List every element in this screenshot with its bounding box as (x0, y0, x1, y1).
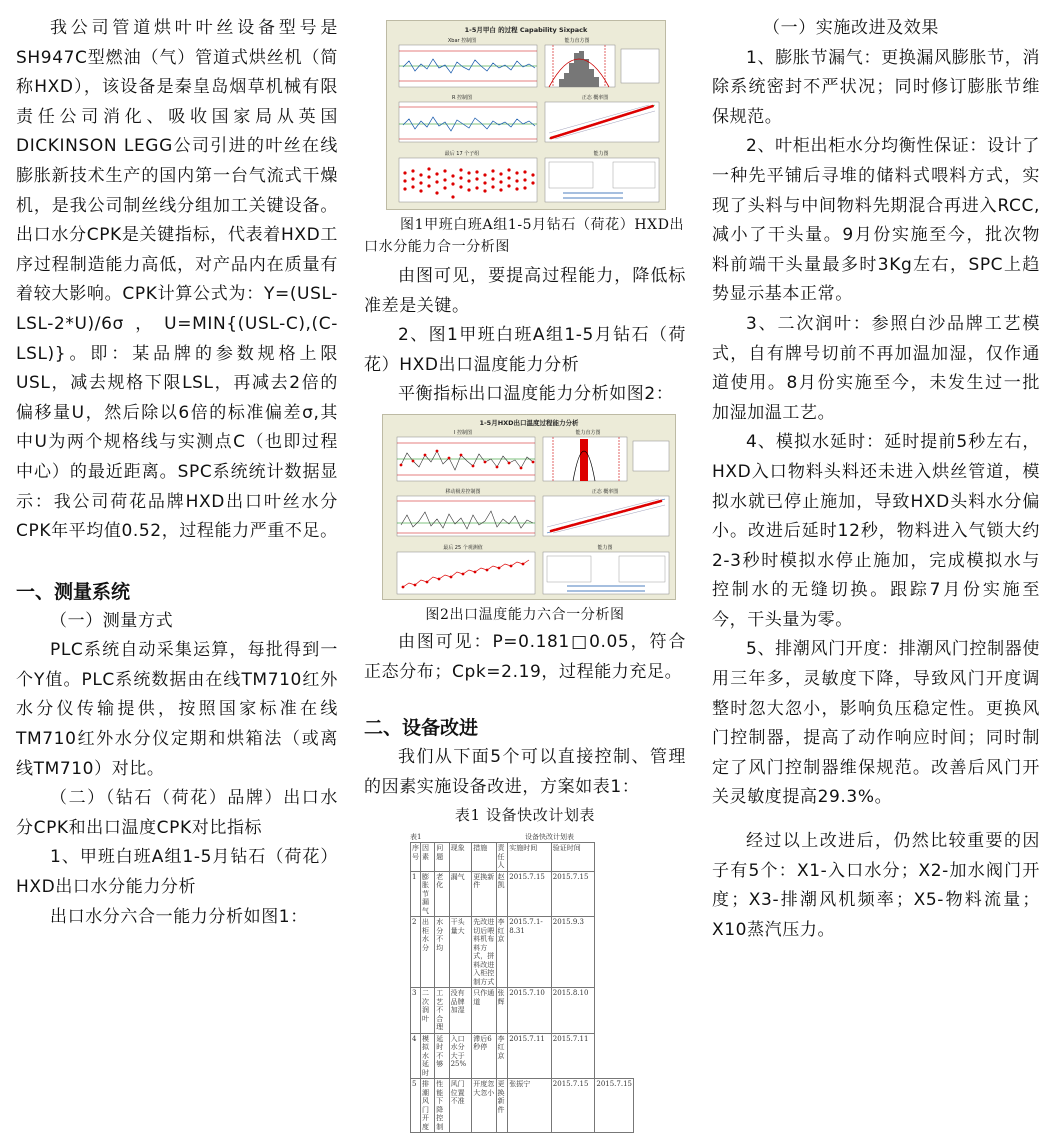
fig2-title: 1-5月HXD出口温度过程能力分析 (479, 418, 579, 427)
table-cell: 风门位置不准 (449, 1079, 472, 1133)
fig2-hist-label: 能力直方图 (575, 429, 601, 436)
table-cell: 赵凯 (496, 871, 508, 917)
fig2-cap-label: 能力图 (597, 544, 613, 551)
table-cell: 滞后6秒停 (472, 1033, 496, 1079)
fig1-cap-panel (545, 158, 659, 202)
table-cell: 5 (411, 1079, 421, 1133)
table-cell: 2015.7.15 (595, 1079, 634, 1133)
table-cell: 2015.7.15 (551, 1079, 595, 1133)
table-cell: 模拟水延时 (421, 1033, 435, 1079)
table-cell: 开度忽大忽小 (472, 1079, 496, 1133)
paragraph-exhaust-damper: 5、排潮风门开度：排潮风门控制器使用三年多，灵敏度下降，导致风门开度调整时忽大忽小，影响负压稳定性。更换风门控制器，提高了动作响应时间；同时制定了风门控制器维保规范。改善后风门开关灵敏度提高29.3%。 (712, 639, 1040, 808)
fig2-hist-bar (580, 439, 588, 481)
paragraph-fig1-intro: 出口水分六合一能力分析如图1： (50, 906, 308, 927)
table-cell: 2015.7.10 (508, 988, 552, 1034)
th-impl-time: 实施时间 (508, 843, 552, 872)
paragraph-fig2-intro: 平衡指标出口温度能力分析如图2： (398, 384, 674, 405)
column-2 (364, 14, 686, 1133)
section-heading-measurement: 一、测量系统 (16, 580, 131, 603)
fig2-last-panel (397, 552, 535, 594)
table-cell: 张辉 (496, 988, 508, 1034)
table-row (411, 1079, 634, 1133)
subheading-implementation: （一）实施改进及效果 (763, 18, 939, 38)
paragraph-key-factors: 经过以上改进后，仍然比较重要的因子有5个：X1-入口水分；X2-加水阀门开度；X3-排潮风机频率；X5-物料流量；X10蒸汽压力。 (712, 831, 1040, 940)
table-cell: 2015.7.15 (551, 871, 595, 917)
fig2-normal-label: 正态 概率图 (591, 488, 619, 495)
table-cell: 出柜水分 (421, 917, 435, 988)
paragraph-fig2-conclusion: 由图可见：P=0.181□0.05，符合正态分布；Cpk=2.19，过程能力充足。 (364, 631, 686, 682)
fig2-last-label: 最后 25 个观测值 (443, 544, 483, 551)
table-cell: 更换新件 (472, 871, 496, 917)
fig1-hist-label: 能力直方图 (564, 38, 590, 44)
table-cell: 2 (411, 917, 421, 988)
table-cell: 2015.7.11 (551, 1033, 595, 1079)
table-cell: 老化 (435, 871, 449, 917)
paragraph-moisture-analysis: 1、甲班白班A组1-5月钻石（荷花）HXD出口水分能力分析 (16, 847, 338, 898)
th-index: 序号 (411, 843, 421, 872)
improvement-plan-table (410, 842, 634, 1133)
table-1-caption: 表1 设备快改计划表 (454, 806, 596, 825)
table-cell: 更换新件 (496, 1079, 508, 1133)
table-1-label: 表1 (410, 833, 422, 842)
column-3 (712, 14, 1040, 945)
table-cell: 李红京 (496, 917, 508, 988)
table-1-inner-title: 设备快改计划表 (525, 833, 574, 842)
table-1-header-line (410, 832, 634, 842)
table-cell: 没有品牌加湿 (449, 988, 472, 1034)
table-cell: 2015.7.15 (508, 871, 552, 917)
figure-1-sixpack (386, 20, 666, 210)
table-cell: 二次润叶 (421, 988, 435, 1034)
table-row (411, 871, 634, 917)
fig1-cap-label: 能力图 (593, 151, 609, 157)
table-cell: 排潮风门开度 (421, 1079, 435, 1133)
paragraph-second-moisten: 3、二次润叶：参照白沙品牌工艺模式，自有牌号切前不再加温加湿，仅作通道使用。8月份实施至今，未发生过一批加湿加温工艺。 (712, 313, 1040, 423)
table-cell: 延时不够 (435, 1033, 449, 1079)
table-cell: 李红京 (496, 1033, 508, 1079)
table-cell: 入口水分大于25% (449, 1033, 472, 1079)
table-cell: 1 (411, 871, 421, 917)
fig2-stats-box (633, 441, 669, 471)
th-factor: 因素 (421, 843, 435, 872)
paragraph-cabinet-moisture: 2、叶柜出柜水分均衡性保证：设计了一种先平铺后寻堆的储料式喂料方式，实现了头料与中间物料先期混合再进入RCC,减小了干头量。9月份实施至今，批次物料前端干头量最多时3Kg左右，SPC上趋势显示基本正常。 (712, 136, 1040, 305)
table-cell: 水分不均 (435, 917, 449, 988)
figure-2-sixpack (382, 414, 676, 600)
th-measure: 措施 (472, 843, 496, 872)
th-owner: 责任人 (496, 843, 508, 872)
intro-paragraph: 我公司管道烘叶叶丝设备型号是SH947C型燃油（气）管道式烘丝机（简称HXD），该设备是秦皇岛烟草机械有限责任公司消化、吸收国家局从英国DICKINSON LEGG公司引进的叶丝在线膨胀新技术生产的国内第一台气流式干燥机，是我公司制丝线分组加工关键设备。出口水分CPK是关键指标，代表着HXD工序过程制造能力高低，对产品内在质量有着较大影响。CPK计算公式为：Y=(USL-LSL-2*U)/6σ，U=MIN{(USL-C),(C-LSL)}。即：某品牌的参数规格上限USL，减去规格下限LSL，再减去2倍的偏移量U，然后除以6倍的标准偏差σ,其中U为两个规格线与实测点C（也即过程中心）的最近距离。SPC系统统计数据显示：我公司荷花品牌HXD出口叶丝水分CPK年平均值0.52，过程能力严重不足。 (16, 18, 338, 542)
paragraph-plc: PLC系统自动采集运算，每批得到一个Y值。PLC系统数据由在线TM710红外水分仪传输提供，按照国家标准在线TM710红外水分仪定期和烘箱法（或离线TM710）对比。 (16, 640, 338, 779)
paragraph-temperature-analysis: 2、图1甲班白班A组1-5月钻石（荷花）HXD出口温度能力分析 (364, 325, 686, 375)
table-body (411, 871, 634, 1133)
subheading-measurement-method: （一）测量方式 (50, 610, 174, 631)
table-cell: 干头量大 (449, 917, 472, 988)
table-cell: 只作通道 (472, 988, 496, 1034)
table-cell: 2015.8.10 (551, 988, 595, 1034)
fig2-mr-label: 移动极差控制图 (445, 488, 481, 495)
table-cell: 漏气 (449, 871, 472, 917)
table-cell: 先改进切后喂料机布料方式，拼料改进入柜控制方式 (473, 918, 495, 986)
figure-2-caption: 图2出口温度能力六合一分析图 (425, 606, 625, 623)
paragraph-table-intro: 我们从下面5个可以直接控制、管理的因素实施设备改进，方案如表1： (364, 747, 686, 797)
section-heading-equipment: 二、设备改进 (364, 717, 479, 740)
table-cell: 4 (411, 1033, 421, 1079)
table-row (411, 1033, 634, 1079)
fig1-normal-label: 正态 概率图 (581, 95, 609, 101)
fig1-xbar-label: Xbar 控制图 (447, 38, 477, 44)
fig1-last-label: 最后 17 个子组 (444, 151, 480, 157)
fig1-stats-box (621, 49, 659, 83)
th-verify-time: 验证时间 (551, 843, 595, 872)
table-cell: 2015.7.11 (508, 1033, 552, 1079)
table-cell: 性能下降控制 (435, 1079, 449, 1133)
fig1-r-label: R 控制图 (451, 95, 473, 101)
paragraph-cpk-compare: （二）（钻石（荷花）品牌）出口水分CPK和出口温度CPK对比指标 (16, 788, 338, 838)
column-1 (16, 14, 338, 932)
table-1-container (410, 832, 634, 1133)
paragraph-expansion-joint: 1、膨胀节漏气：更换漏风膨胀节，消除系统密封不严状况；同时修订膨胀节维保规范。 (712, 47, 1040, 127)
table-header-row (411, 843, 634, 872)
table-cell: 2015.9.3 (551, 917, 595, 988)
fig1-title: 1-5月甲白 的过程 Capability Sixpack (464, 26, 588, 34)
figure-1-graphic (387, 21, 665, 209)
paragraph-fig1-conclusion: 由图可见，要提高过程能力，降低标准差是关键。 (364, 266, 686, 316)
th-problem: 问题 (435, 843, 449, 872)
table-cell: 膨胀节漏气 (421, 871, 435, 917)
paragraph-water-delay: 4、模拟水延时：延时提前5秒左右，HXD入口物料头料还未进入烘丝管道，模拟水就已停止施加，导致HXD头料水分偏小。改进后延时12秒，物料进入气锁大约2-3秒时模拟水停止施加，完成模拟水与控制水的无缝切换。跟踪7月份实施至今，干头量为零。 (712, 432, 1040, 630)
table-cell: 工艺不合理 (435, 988, 449, 1034)
th-phenomenon: 现象 (449, 843, 472, 872)
table-cell: 3 (411, 988, 421, 1034)
fig2-i-label: I 控制图 (453, 429, 473, 436)
table-cell: 2015.7.1-8.31 (508, 917, 552, 988)
fig2-mr-panel (397, 496, 535, 536)
fig1-r-panel (399, 102, 537, 142)
table-cell: 张振宁 (508, 1079, 552, 1133)
table-row (411, 917, 634, 988)
fig2-cap-panel (543, 552, 669, 594)
table-row (411, 988, 634, 1034)
figure-1-caption: 图1甲班白班A组1-5月钻石（荷花）HXD出口水分能力合一分析图 (364, 217, 685, 255)
figure-2-graphic (383, 415, 675, 599)
